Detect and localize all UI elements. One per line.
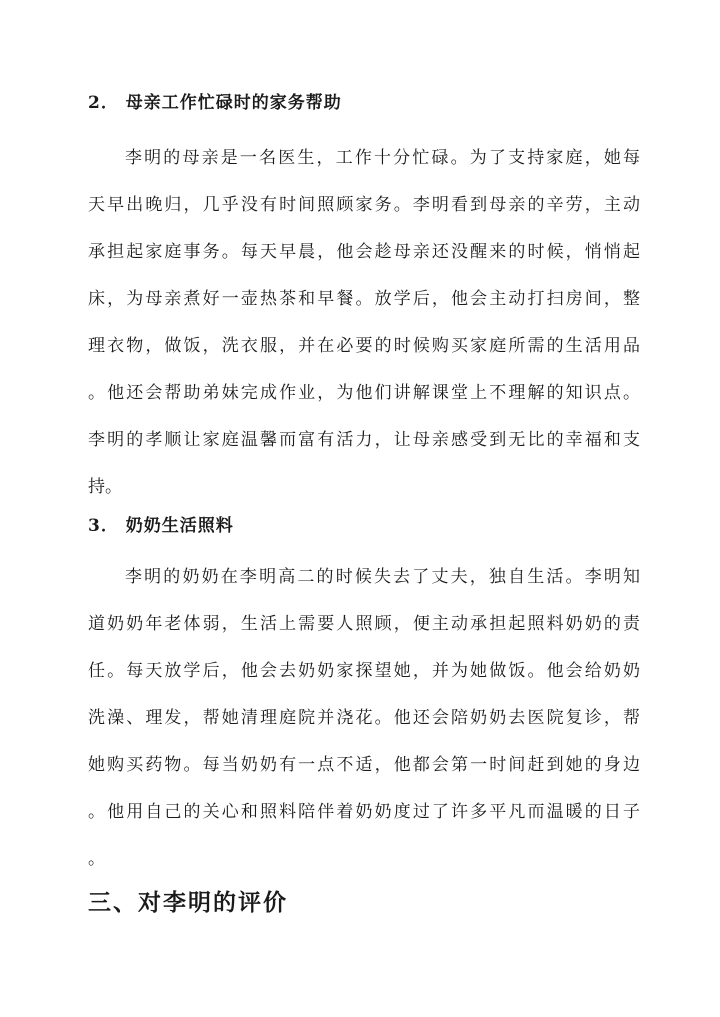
paragraph-line: 持。 [88, 477, 122, 497]
paragraph-line: 李明的母亲是一名医生，工作十分忙碌。为了支持家庭，她每 [125, 148, 640, 168]
paragraph-line: 任。每天放学后，他会去奶奶家探望她，并为她做饭。他会给奶奶 [88, 661, 640, 681]
paragraph-line: 李明的孝顺让家庭温馨而富有活力，让母亲感受到无比的幸福和支 [88, 430, 640, 450]
paragraph-line: 承担起家庭事务。每天早晨，他会趁母亲还没醒来的时候，悄悄起 [88, 242, 640, 262]
paragraph-line: 床，为母亲煮好一壶热茶和早餐。放学后，他会主动打扫房间，整 [88, 289, 640, 309]
section-3-paragraph [88, 554, 640, 883]
section-2-paragraph [88, 135, 640, 511]
chapter-heading: 三、对李明的评价 [88, 889, 288, 916]
paragraph-line: 洗澡、理发，帮她清理庭院并浇花。他还会陪奶奶去医院复诊，帮 [88, 708, 640, 728]
paragraph-line: 道奶奶年老体弱，生活上需要人照顾，便主动承担起照料奶奶的责 [88, 614, 640, 634]
paragraph-line: 天早出晚归，几乎没有时间照顾家务。李明看到母亲的辛劳，主动 [88, 195, 640, 215]
paragraph-line: 。他用自己的关心和照料陪伴着奶奶度过了许多平凡而温暖的日子 [88, 802, 640, 822]
paragraph-line: 。 [88, 849, 105, 869]
paragraph-line: 。他还会帮助弟妹完成作业，为他们讲解课堂上不理解的知识点。 [88, 383, 640, 403]
section-3-heading: 3． 奶奶生活照料 [88, 516, 234, 536]
section-2-heading: 2． 母亲工作忙碌时的家务帮助 [88, 93, 342, 113]
paragraph-line: 李明的奶奶在李明高二的时候失去了丈夫，独自生活。李明知 [125, 567, 640, 587]
paragraph-line: 理衣物，做饭，洗衣服，并在必要的时候购买家庭所需的生活用品 [88, 336, 640, 356]
paragraph-line: 她购买药物。每当奶奶有一点不适，他都会第一时间赶到她的身边 [88, 755, 640, 775]
